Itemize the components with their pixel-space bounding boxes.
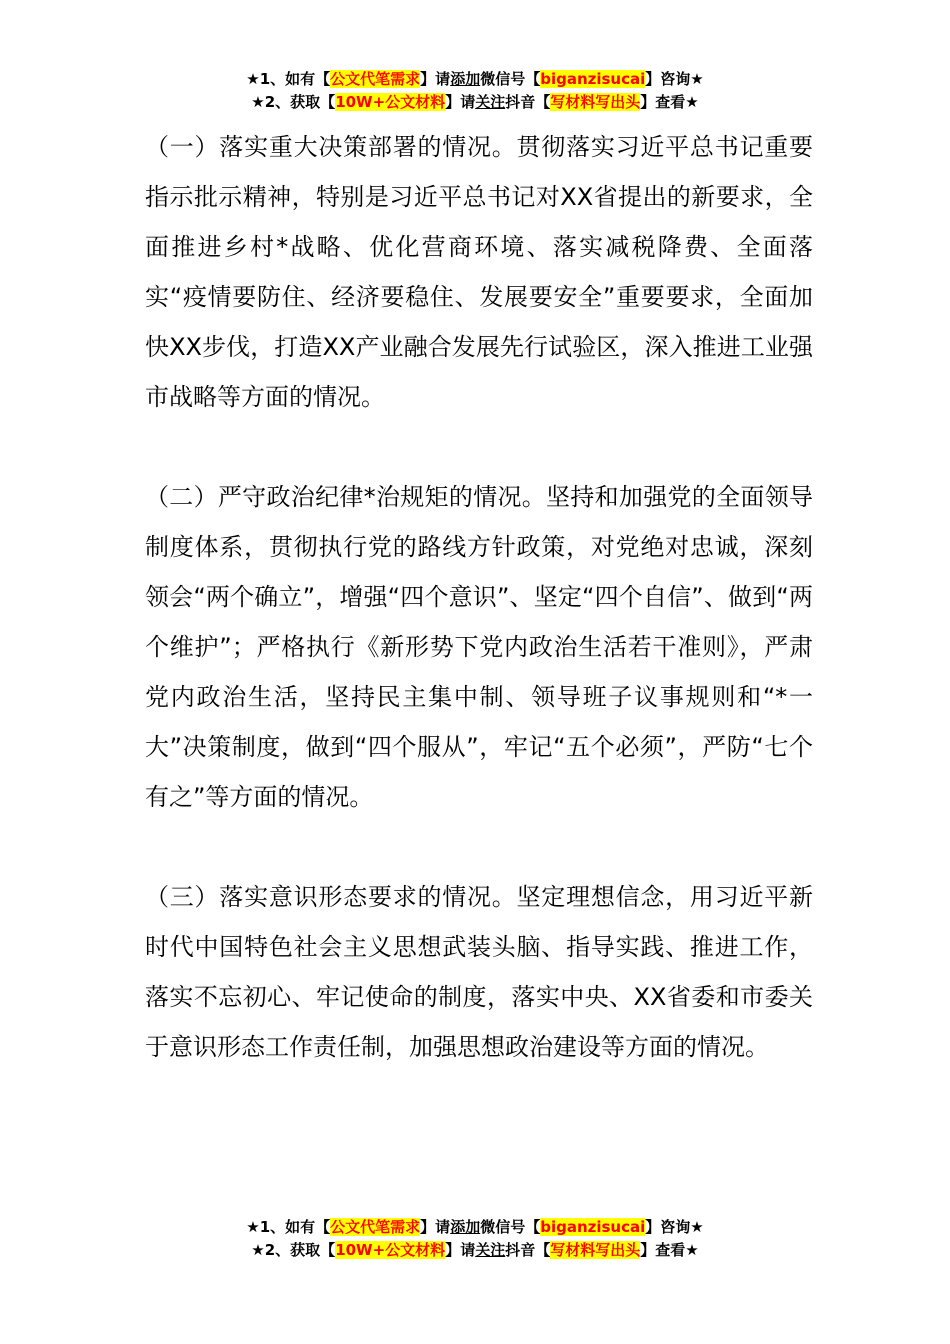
highlight-wechat-id: biganzisucai [540,70,646,88]
paragraph-1: （一）落实重大决策部署的情况。贯彻落实习近平总书记重要指示批示精神，特别是习近平总书记对XX省提出的新要求，全面推进乡村*战略、优化营商环境、落实减税降费、全面落实“疫情要防住、经济要稳住、发展要安全”重要要求，全面加快XX步伐，打造XX产业融合发展先行试验区，深入推进工业强市战略等方面的情况。 [145,133,813,411]
banner-line-2: ★2、获取【10W+公文材料】请关注抖音【写材料写出头】查看★ [251,93,699,111]
highlight-materials: 10W+公文材料 [335,93,446,111]
paragraph-3: （三）落实意识形态要求的情况。坚定理想信念，用习近平新时代中国特色社会主义思想武装头脑、指导实践、推进工作，落实不忘初心、牢记使命的制度，落实中央、XX省委和市委关于意识形态工作责任制，加强思想政治建设等方面的情况。 [145,883,813,1061]
paragraph-2: （二）严守政治纪律*治规矩的情况。坚持和加强党的全面领导制度体系，贯彻执行党的路线方针政策，对党绝对忠诚，深刻领会“两个确立”，增强“四个意识”、坚定“四个自信”、做到“两个维护”；严格执行《新形势下党内政治生活若干准则》，严肃党内政治生活，坚持民主集中制、领导班子议事规则和“*一大”决策制度，做到“四个服从”，牢记“五个必须”，严防“七个有之”等方面的情况。 [145,483,813,811]
footer-banner [0,1216,950,1262]
document-body [145,122,813,1122]
highlight-wechat-id: biganzisucai [540,1218,646,1236]
header-banner [0,68,950,114]
banner-line-1: ★1、如有【公文代笔需求】请添加微信号【biganzisucai】咨询★ [246,70,704,88]
banner-line-1: ★1、如有【公文代笔需求】请添加微信号【biganzisucai】咨询★ [246,1218,704,1236]
highlight-douyin: 写材料写出头 [550,93,641,111]
highlight-service: 公文代笔需求 [330,1218,421,1236]
highlight-service: 公文代笔需求 [330,70,421,88]
highlight-douyin: 写材料写出头 [550,1241,641,1259]
highlight-materials: 10W+公文材料 [335,1241,446,1259]
banner-line-2: ★2、获取【10W+公文材料】请关注抖音【写材料写出头】查看★ [251,1241,699,1259]
